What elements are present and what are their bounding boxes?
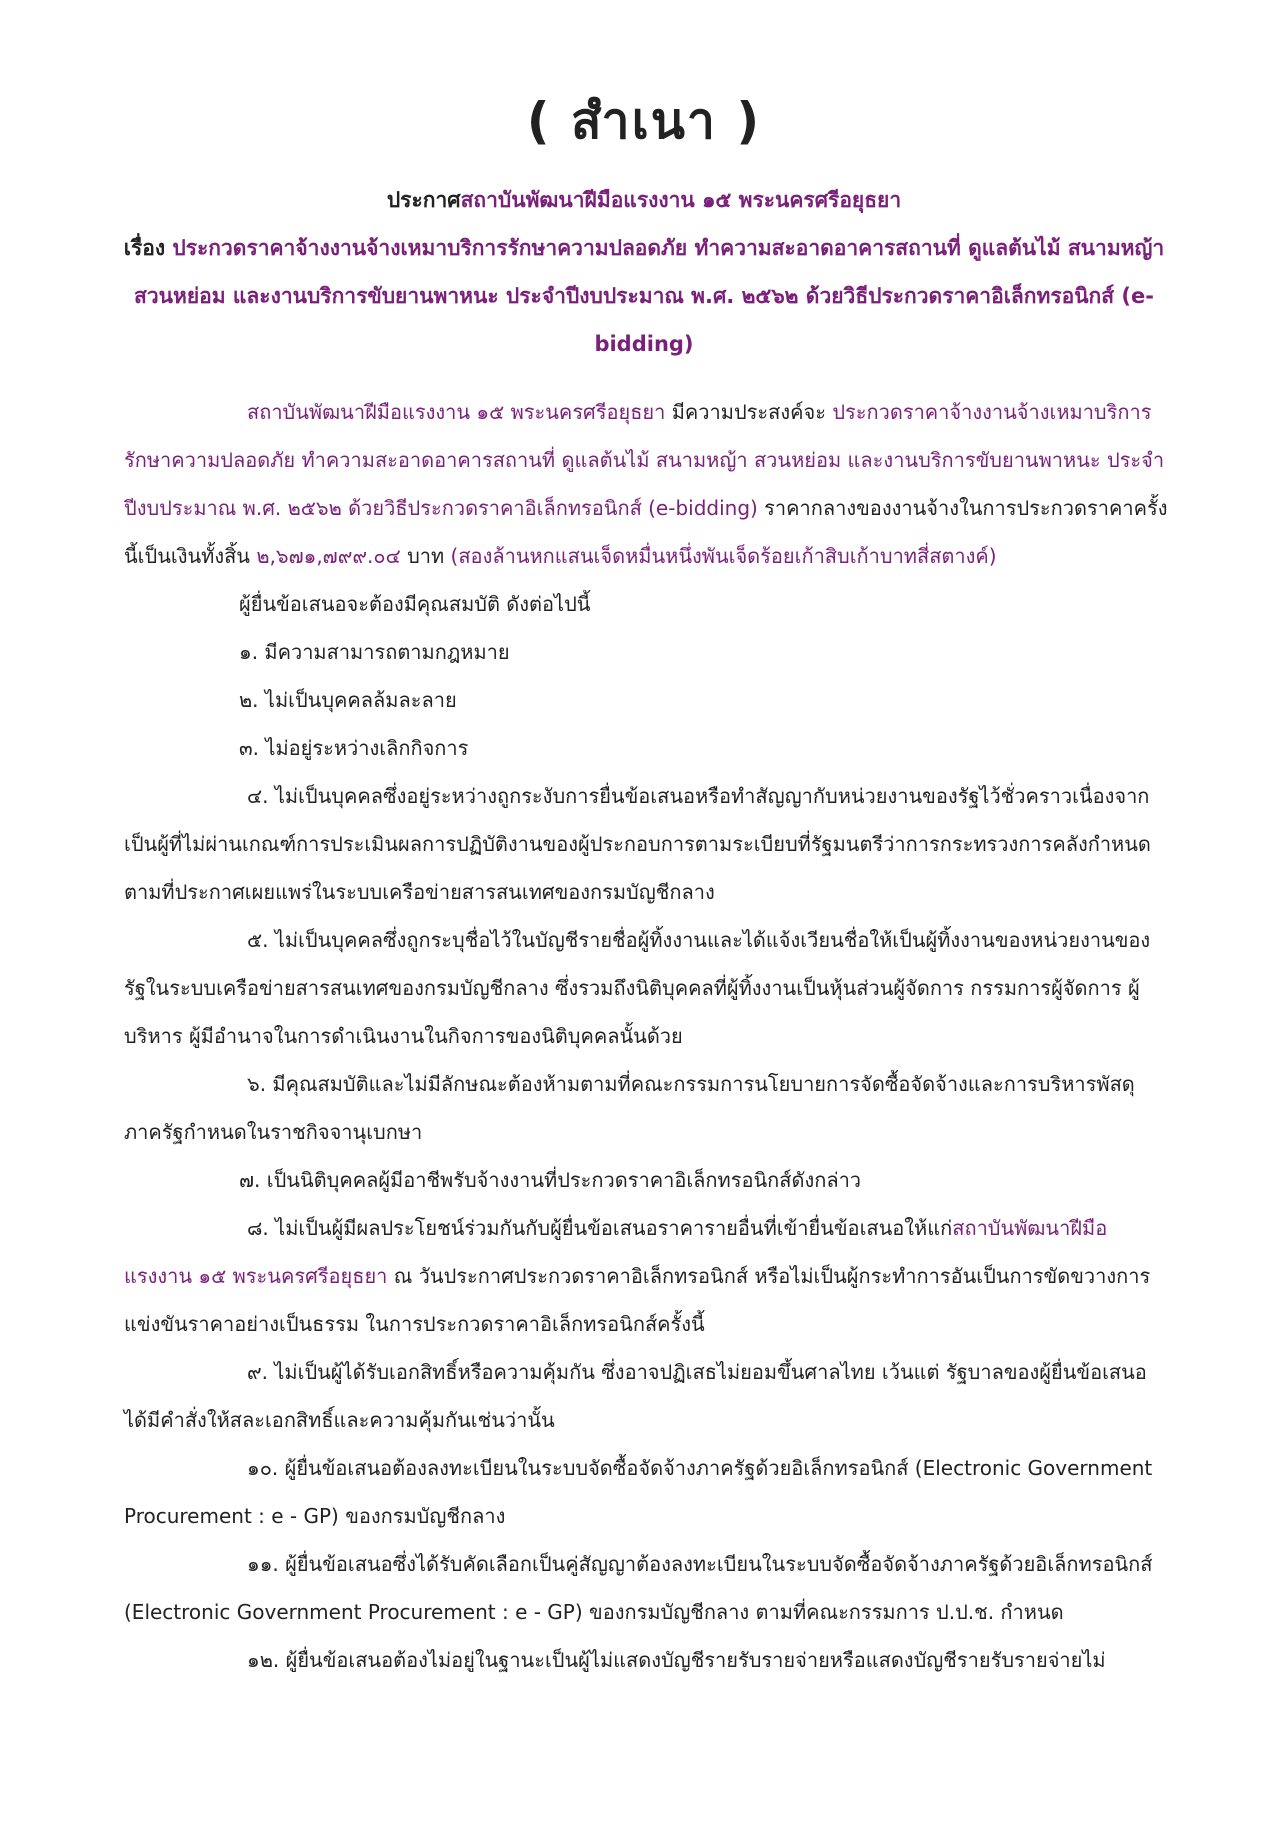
qualification-item-5: ๕. ไม่เป็นบุคคลซึ่งถูกระบุชื่อไว้ในบัญชีรายชื่อผู้ทิ้งงานและได้แจ้งเวียนชื่อให้เป็นผู้ทิ้งงานของหน่วยงานของรัฐในระบบเครือข่ายสารสนเทศของกรมบัญชีกลาง ซึ่งรวมถึงนิติบุคคลที่ผู้ทิ้งงานเป็นหุ้นส่วนผู้จัดการ กรรมการผู้จัดการ ผู้บริหาร ผู้มีอำนาจในการดำเนินงานในกิจการของนิติบุคคลนั้นด้วย	[124, 928, 1151, 1048]
qualification-item-2: ๒. ไม่เป็นบุคคลล้มละลาย	[239, 688, 457, 712]
qualifications-intro: ผู้ยื่นข้อเสนอจะต้องมีคุณสมบัติ ดังต่อไปนี้	[239, 592, 591, 616]
copy-stamp-title: ( สำเนา )	[526, 92, 762, 150]
qualification-item-6: ๖. มีคุณสมบัติและไม่มีลักษณะต้องห้ามตามที่คณะกรรมการนโยบายการจัดซื้อจัดจ้างและการบริหารพัสดุภาครัฐกำหนดในราชกิจจานุเบกษา	[124, 1072, 1135, 1144]
intro-price-text: ราคากลางของงานจ้างในการประกวดราคาครั้งนี้เป็นเงินทั้งสิ้น	[124, 496, 1168, 568]
qualification-item-10: ๑๐. ผู้ยื่นข้อเสนอต้องลงทะเบียนในระบบจัดซื้อจัดจ้างภาครัฐด้วยอิเล็กทรอนิกส์ (Electronic Government Procurement : e - GP) ของกรมบัญชีกลาง	[124, 1456, 1153, 1528]
intro-price: ๒,๖๗๑,๗๙๙.๐๔	[256, 544, 401, 568]
qualification-item-11: ๑๑. ผู้ยื่นข้อเสนอซึ่งได้รับคัดเลือกเป็นคู่สัญญาต้องลงทะเบียนในระบบจัดซื้อจัดจ้างภาครัฐด้วยอิเล็กทรอนิกส์ (Electronic Government Procurement : e - GP) ของกรมบัญชีกลาง ตามที่คณะกรรมการ ป.ป.ช. กำหนด	[124, 1552, 1153, 1624]
qualification-item-8	[124, 1204, 1168, 1348]
announcing-agency: สถาบันพัฒนาฝีมือแรงงาน ๑๕ พระนครศรีอยุธยา	[460, 188, 902, 212]
qualification-item-4: ๔. ไม่เป็นบุคคลซึ่งอยู่ระหว่างถูกระงับการยื่นข้อเสนอหรือทำสัญญากับหน่วยงานของรัฐไว้ชั่วคราวเนื่องจากเป็นผู้ที่ไม่ผ่านเกณฑ์การประเมินผลการปฏิบัติงานของผู้ประกอบการตามระเบียบที่รัฐมนตรีว่าการกระทรวงการคลังกำหนดตามที่ประกาศเผยแพร่ในระบบเครือข่ายสารสนเทศของกรมบัญชีกลาง	[124, 784, 1151, 904]
announce-prefix: ประกาศ	[386, 188, 461, 212]
intro-purpose: มีความประสงค์จะ	[665, 400, 833, 424]
qualification-item-9: ๙. ไม่เป็นผู้ได้รับเอกสิทธิ์หรือความคุ้มกัน ซึ่งอาจปฏิเสธไม่ยอมขึ้นศาลไทย เว้นแต่ รัฐบาลของผู้ยื่นข้อเสนอได้มีคำสั่งให้สละเอกสิทธิ์และความคุ้มกันเช่นว่านั้น	[124, 1360, 1147, 1432]
intro-price-words: (สองล้านหกแสนเจ็ดหมื่นหนึ่งพันเจ็ดร้อยเก้าสิบเก้าบาทสี่สตางค์)	[450, 544, 997, 568]
subject-label: เรื่อง	[123, 236, 166, 260]
item8-agency: สถาบันพัฒนาฝีมือแรงงาน ๑๕ พระนครศรีอยุธยา	[124, 1216, 1108, 1288]
intro-baht: บาท	[400, 544, 451, 568]
qualification-item-3: ๓. ไม่อยู่ระหว่างเลิกกิจการ	[239, 736, 469, 760]
intro-agency: สถาบันพัฒนาฝีมือแรงงาน ๑๕ พระนครศรีอยุธยา	[247, 400, 666, 424]
announcement-line	[110, 176, 1178, 224]
document-body	[124, 388, 1168, 1684]
announcement-heading	[110, 176, 1178, 368]
qualification-item-1: ๑. มีความสามารถตามกฎหมาย	[239, 640, 510, 664]
item8-text-a: ๘. ไม่เป็นผู้มีผลประโยชน์ร่วมกันกับผู้ยื่นข้อเสนอราคารายอื่นที่เข้ายื่นข้อเสนอให้แก่	[247, 1216, 953, 1240]
subject-text: ประกวดราคาจ้างงานจ้างเหมาบริการรักษาความปลอดภัย ทำความสะอาดอาคารสถานที่ ดูแลต้นไม้ สนามหญ้า สวนหย่อม และงานบริการขับยานพาหนะ ประจำปีงบประมาณ พ.ศ. ๒๕๖๒ ด้วยวิธีประกวดราคาอิเล็กทรอนิกส์ (e-bidding)	[134, 236, 1165, 356]
subject-line	[110, 224, 1178, 368]
intro-paragraph	[124, 388, 1168, 580]
qualification-item-7: ๗. เป็นนิติบุคคลผู้มีอาชีพรับจ้างงานที่ประกวดราคาอิเล็กทรอนิกส์ดังกล่าว	[239, 1168, 862, 1192]
qualification-item-12: ๑๒. ผู้ยื่นข้อเสนอต้องไม่อยู่ในฐานะเป็นผู้ไม่แสดงบัญชีรายรับรายจ่ายหรือแสดงบัญชีรายรับรายจ่ายไม่	[247, 1648, 1106, 1672]
intro-project: ประกวดราคาจ้างงานจ้างเหมาบริการรักษาความปลอดภัย ทำความสะอาดอาคารสถานที่ ดูแลต้นไม้ สนามหญ้า สวนหย่อม และงานบริการขับยานพาหนะ ประจำปีงบประมาณ พ.ศ. ๒๕๖๒ ด้วยวิธีประกวดราคาอิเล็กทรอนิกส์ (e-bidding)	[124, 400, 1165, 520]
item8-text-b: ณ วันประกาศประกวดราคาอิเล็กทรอนิกส์ หรือไม่เป็นผู้กระทำการอันเป็นการขัดขวางการแข่งขันราคาอย่างเป็นธรรม ในการประกวดราคาอิเล็กทรอนิกส์ครั้งนี้	[124, 1264, 1151, 1336]
